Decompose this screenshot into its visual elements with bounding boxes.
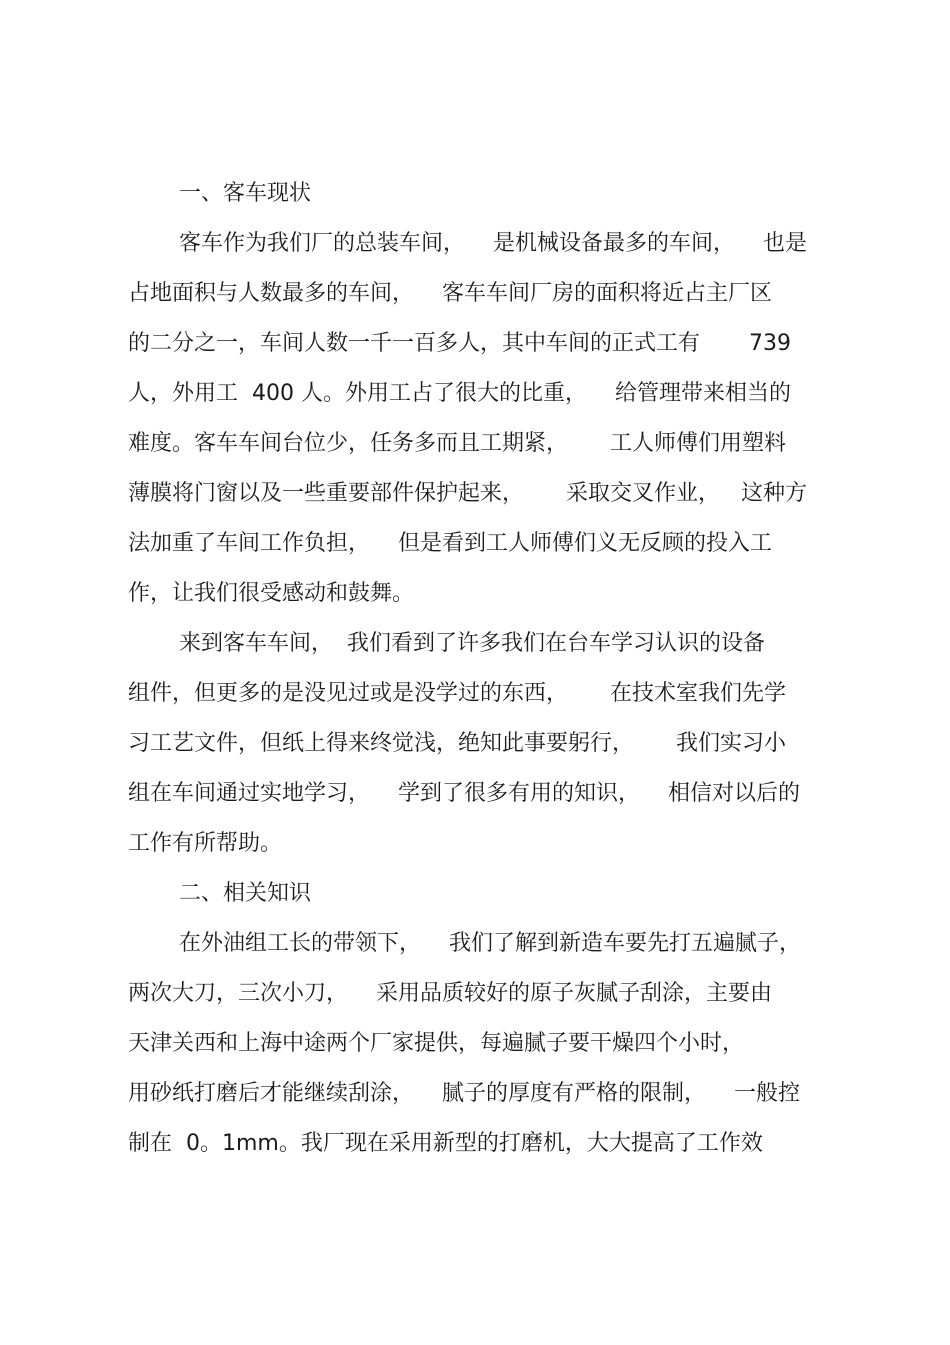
- paragraph-line: 天津关西和上海中途两个厂家提供，每遍腻子要干燥四个小时，: [128, 1031, 745, 1056]
- paragraph-line: 法加重了车间工作负担， 但是看到工人师傅们义无反顾的投入工: [128, 531, 772, 556]
- paragraph-line: 在外油组工长的带领下， 我们了解到新造车要先打五遍腻子，: [179, 931, 801, 956]
- paragraph-line: 难度。客车车间台位少，任务多而且工期紧， 工人师傅们用塑料: [128, 431, 786, 456]
- paragraph-line: 人，外用工 400 人。外用工占了很大的比重， 给管理带来相当的: [128, 381, 791, 406]
- paragraph-line: 来到客车车间， 我们看到了许多我们在台车学习认识的设备: [179, 631, 765, 656]
- paragraph-line: 工作有所帮助。: [128, 831, 283, 856]
- heading-current-status: 一、客车现状: [179, 181, 312, 206]
- heading-related-knowledge: 二、相关知识: [179, 881, 312, 906]
- paragraph-line: 客车作为我们厂的总装车间， 是机械设备最多的车间， 也是: [179, 231, 807, 256]
- paragraph-line: 组件，但更多的是没见过或是没学过的东西， 在技术室我们先学: [128, 681, 786, 706]
- paragraph-line: 占地面积与人数最多的车间， 客车车间厂房的面积将近占主厂区: [128, 281, 772, 306]
- paragraph-line: 薄膜将门窗以及一些重要部件保护起来， 采取交叉作业， 这种方: [128, 481, 807, 506]
- paragraph-line: 习工艺文件，但纸上得来终觉浅，绝知此事要躬行， 我们实习小: [128, 731, 786, 756]
- paragraph-line: 用砂纸打磨后才能继续刮涂， 腻子的厚度有严格的限制， 一般控: [128, 1081, 800, 1106]
- paragraph-line: 制在 0。1mm。我厂现在采用新型的打磨机，大大提高了工作效: [128, 1131, 763, 1156]
- paragraph-line: 组在车间通过实地学习， 学到了很多有用的知识， 相信对以后的: [128, 781, 800, 806]
- paragraph-line: 作，让我们很受感动和鼓舞。: [128, 581, 415, 606]
- paragraph-line: 的二分之一，车间人数一千一百多人，其中车间的正式工有 739: [128, 331, 791, 356]
- paragraph-line: 两次大刀，三次小刀， 采用品质较好的原子灰腻子刮涂，主要由: [128, 981, 772, 1006]
